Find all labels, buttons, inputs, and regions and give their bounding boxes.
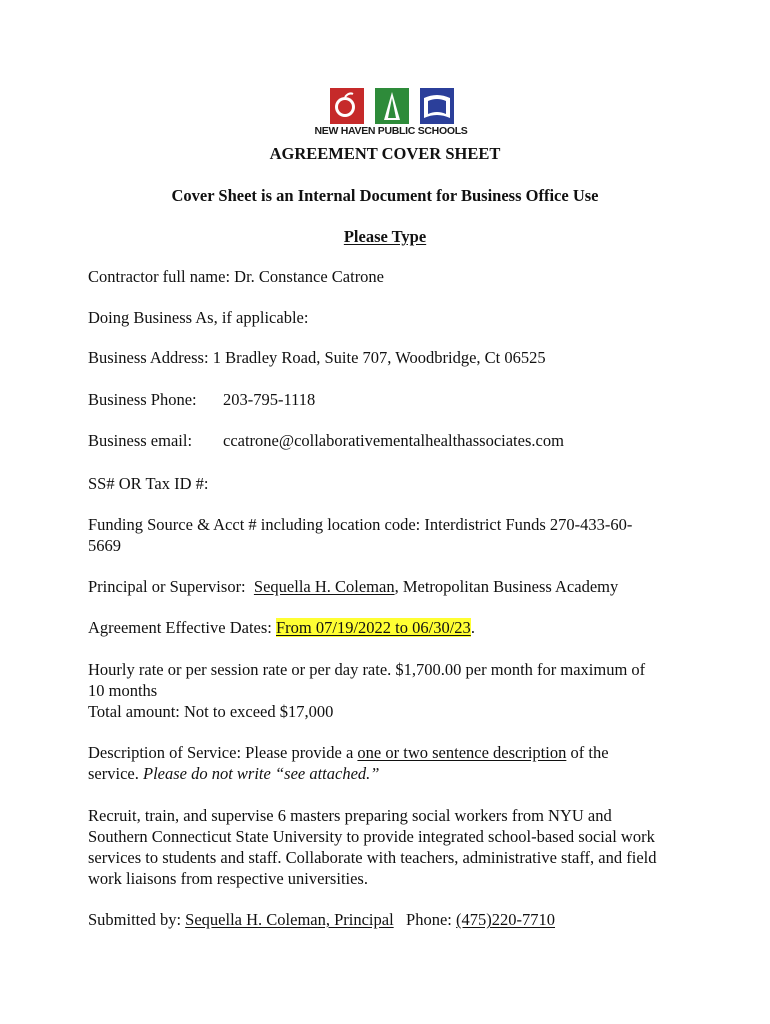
submitted-by-row xyxy=(88,910,555,930)
page-subtitle: Cover Sheet is an Internal Document for Business Office Use xyxy=(171,186,599,205)
rate-row xyxy=(88,660,645,680)
total-amount-row xyxy=(88,702,333,722)
description-instruction-italic: Please do not write “see attached.” xyxy=(142,764,380,783)
service-description-line: Recruit, train, and supervise 6 masters preparing social workers from NYU and xyxy=(88,806,612,825)
please-type-label: Please Type xyxy=(343,227,427,246)
funding-row-continued xyxy=(88,536,121,556)
effective-dates-label: Agreement Effective Dates: xyxy=(88,618,272,637)
email-value: ccatrone@collaborativementalhealthassociates.com xyxy=(223,431,564,450)
funding-row xyxy=(88,515,632,535)
submitted-by-value: Sequella H. Coleman, Principal xyxy=(185,910,394,929)
description-instruction-row xyxy=(88,743,609,763)
principal-school: , Metropolitan Business Academy xyxy=(394,577,619,596)
principal-name: Sequella H. Coleman xyxy=(253,577,395,596)
dba-row xyxy=(88,308,308,328)
rate-text-continued: 10 months xyxy=(88,681,158,700)
contractor-value: Dr. Constance Catrone xyxy=(234,267,385,286)
instruction-text xyxy=(0,227,770,247)
rate-text: Hourly rate or per session rate or per day rate. $1,700.00 per month for maximum of xyxy=(88,660,646,679)
address-value: 1 Bradley Road, Suite 707, Woodbridge, Ct 06525 xyxy=(212,348,546,367)
description-instruction-end: of the xyxy=(566,743,609,762)
submitter-phone-value: (475)220-7710 xyxy=(456,910,555,929)
service-description-line: work liaisons from respective universities. xyxy=(88,869,368,888)
page-title: AGREEMENT COVER SHEET xyxy=(269,144,501,163)
description-instruction-text: Description of Service: Please provide a xyxy=(88,743,358,762)
school-logo xyxy=(306,88,476,140)
phone-value: 203-795-1118 xyxy=(223,390,316,409)
total-amount-text: Total amount: Not to exceed $17,000 xyxy=(88,702,334,721)
description-instruction-service: service. xyxy=(88,764,143,783)
email-label: Business email: xyxy=(88,431,193,450)
submitter-phone-label: Phone: xyxy=(406,910,452,929)
contractor-label: Contractor full name: xyxy=(88,267,231,286)
funding-value-continued: 5669 xyxy=(88,536,121,555)
submitted-by-label: Submitted by: xyxy=(88,910,182,929)
description-instruction-row-continued xyxy=(88,764,379,784)
rate-row-continued xyxy=(88,681,157,701)
email-row xyxy=(88,431,564,451)
dba-label: Doing Business As, if applicable: xyxy=(88,308,309,327)
funding-label: Funding Source & Acct # including location code: xyxy=(88,515,421,534)
service-description-line: Southern Connecticut State University to provide integrated school-based social work xyxy=(88,827,655,846)
principal-row xyxy=(88,577,618,597)
effective-dates-value: From 07/19/2022 to 06/30/23 xyxy=(276,618,471,637)
funding-value: Interdistrict Funds 270-433-60- xyxy=(424,515,633,534)
logo-wordmark: NEW HAVEN PUBLIC SCHOOLS xyxy=(314,125,468,137)
effective-dates-row xyxy=(88,618,475,638)
tax-id-label: SS# OR Tax ID #: xyxy=(88,474,209,493)
description-instruction-emphasis: one or two sentence description xyxy=(357,743,567,762)
contractor-row xyxy=(88,267,384,287)
phone-row xyxy=(88,390,315,410)
tax-id-row xyxy=(88,474,208,494)
logo-emblem-icon xyxy=(330,88,454,126)
principal-label: Principal or Supervisor: xyxy=(88,577,246,596)
address-row xyxy=(88,348,546,368)
phone-label: Business Phone: xyxy=(88,390,197,409)
effective-dates-period: . xyxy=(470,618,475,637)
service-description-line: services to students and staff. Collaborate with teachers, administrative staff, and field xyxy=(88,848,657,867)
address-label: Business Address: xyxy=(88,348,209,367)
